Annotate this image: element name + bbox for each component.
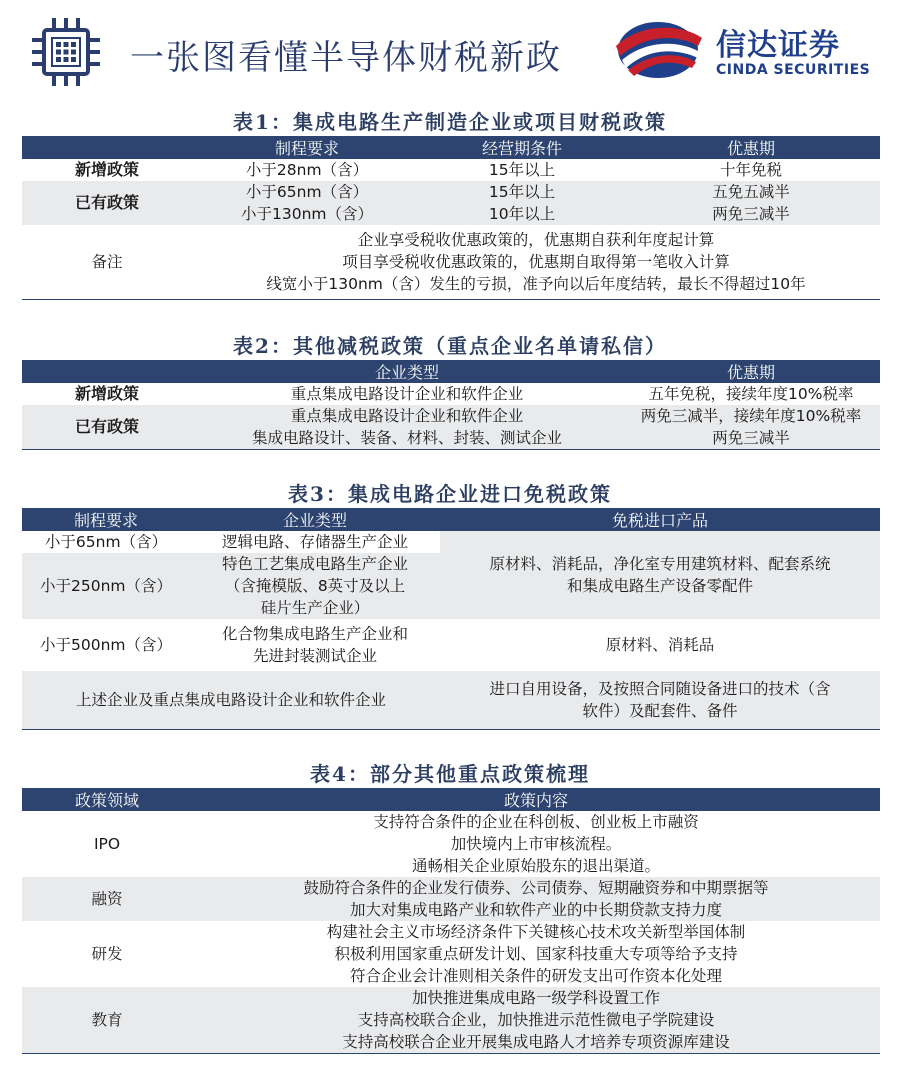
type-cell: [190, 553, 440, 619]
table1-title: 表1：集成电路生产制造企业或项目财税政策: [233, 110, 667, 134]
type-cell: 重点集成电路设计企业和软件企业: [192, 383, 622, 405]
table2-header-cell: 企业类型: [192, 360, 622, 383]
logo-text-en: CINDA SECURITIES: [716, 62, 871, 78]
content-cell: [192, 811, 880, 877]
table3: [22, 508, 880, 730]
table-row: [22, 987, 880, 1054]
table2-header-cell: 优惠期: [622, 360, 880, 383]
content-cell: [192, 921, 880, 987]
process-cell: 小于65nm（含）: [22, 531, 190, 553]
table4-header-cell: 政策领域: [22, 788, 192, 811]
table4-title: 表4：部分其他重点政策梳理: [310, 762, 590, 786]
company-logo: [612, 16, 882, 86]
type-cell: [190, 619, 440, 671]
content-line: 支持高校联合企业，加快推进示范性微电子学院建设: [357, 1011, 715, 1029]
table2: [22, 360, 880, 450]
table1-header-row: [22, 136, 880, 159]
products-line: 和集成电路生产设备零配件: [566, 577, 753, 595]
content-line: 构建社会主义市场经济条件下关键核心技术攻关新型举国体制: [326, 923, 746, 941]
products-line: 原材料、消耗品，净化室专用建筑材料、配套系统: [489, 555, 831, 573]
benefit-cell: 五年免税，接续年度10%税率: [622, 383, 880, 405]
table1-header-cell: [22, 136, 192, 159]
table-row: [22, 159, 880, 181]
table3-header-cell: 企业类型: [190, 508, 440, 531]
logo-text-cn: 信达证券: [716, 28, 840, 63]
content-line: 符合企业会计准则相关条件的研发支出可作资本化处理: [349, 967, 722, 985]
page-header: [0, 0, 900, 100]
type-line: 化合物集成电路生产企业和: [221, 625, 408, 643]
products-cell: [440, 531, 880, 619]
type-line: 特色工艺集成电路生产企业: [221, 555, 408, 573]
period-cell: 10年以上: [422, 203, 622, 225]
area-cell: 研发: [22, 921, 192, 987]
enterprise-cell: 上述企业及重点集成电路设计企业和软件企业: [22, 671, 440, 729]
table-row: [22, 811, 880, 877]
type-cell: 集成电路设计、装备、材料、封装、测试企业: [192, 427, 622, 450]
table-row: [22, 877, 880, 921]
products-cell: 原材料、消耗品: [440, 619, 880, 671]
content-line: 加快境内上市审核流程。: [450, 835, 622, 853]
table3-title: 表3：集成电路企业进口免税政策: [288, 482, 612, 506]
process-cell: 小于130nm（含）: [192, 203, 422, 225]
products-cell: [440, 671, 880, 729]
table2-title: 表2：其他减税政策（重点企业名单请私信）: [233, 334, 667, 358]
cinda-logo-icon: [612, 16, 704, 82]
content-line: 积极利用国家重点研发计划、国家科技重大专项等给予支持: [334, 945, 738, 963]
note-label: 备注: [22, 225, 192, 299]
table2-header-row: [22, 360, 880, 383]
area-cell: 融资: [22, 877, 192, 921]
benefit-cell: 十年免税: [622, 159, 880, 181]
table1-header-cell: 经营期条件: [422, 136, 622, 159]
area-cell: 教育: [22, 987, 192, 1054]
benefit-cell: 五免五减半: [622, 181, 880, 203]
type-line: 先进封装测试企业: [252, 647, 377, 665]
note-cell: [192, 225, 880, 299]
policy-label: 新增政策: [22, 159, 192, 181]
table4-header-row: [22, 788, 880, 811]
table3-header-cell: 免税进口产品: [440, 508, 880, 531]
policy-label: 已有政策: [22, 181, 192, 225]
table4: [22, 788, 880, 1054]
content-line: 加快推进集成电路一级学科设置工作: [411, 989, 660, 1007]
note-line: 企业享受税收优惠政策的，优惠期自获利年度起计算: [357, 230, 715, 249]
note-line: 线宽小于130nm（含）发生的亏损，准予向以后年度结转，最长不得超过10年: [266, 274, 806, 293]
type-line: 逻辑电路、存储器生产企业: [221, 533, 408, 551]
period-cell: 15年以上: [422, 181, 622, 203]
table3-header-row: [22, 508, 880, 531]
table-row: [22, 181, 880, 203]
table3-header-cell: 制程要求: [22, 508, 190, 531]
content-line: 通畅相关企业原始股东的退出渠道。: [411, 857, 660, 875]
type-cell: [190, 531, 440, 553]
chip-icon: [28, 14, 104, 90]
table1-header-cell: 优惠期: [622, 136, 880, 159]
table-row: [22, 383, 880, 405]
table-row: [22, 619, 880, 671]
area-cell: IPO: [22, 811, 192, 877]
table-row: [22, 225, 880, 299]
benefit-cell: 两免三减半: [622, 203, 880, 225]
table2-header-cell: [22, 360, 192, 383]
policy-label: 已有政策: [22, 405, 192, 450]
page-title: 一张图看懂半导体财税新政: [130, 38, 562, 78]
content-cell: [192, 877, 880, 921]
benefit-cell: 两免三减半，接续年度10%税率: [622, 405, 880, 427]
table1: [22, 136, 880, 300]
table1-header-cell: 制程要求: [192, 136, 422, 159]
content-line: 支持高校联合企业开展集成电路人才培养专项资源库建设: [342, 1033, 730, 1051]
table-row: [22, 405, 880, 427]
period-cell: 15年以上: [422, 159, 622, 181]
content-cell: [192, 987, 880, 1054]
policy-label: 新增政策: [22, 383, 192, 405]
note-line: 项目享受税收优惠政策的，优惠期自取得第一笔收入计算: [342, 252, 730, 271]
table-row: [22, 531, 880, 553]
process-cell: 小于250nm（含）: [22, 553, 190, 619]
table-row: [22, 921, 880, 987]
process-cell: 小于65nm（含）: [192, 181, 422, 203]
type-line: （含掩模版、8英寸及以上: [224, 577, 406, 595]
table4-header-cell: 政策内容: [192, 788, 880, 811]
process-cell: 小于500nm（含）: [22, 619, 190, 671]
type-cell: 重点集成电路设计企业和软件企业: [192, 405, 622, 427]
benefit-cell: 两免三减半: [622, 427, 880, 450]
products-line: 软件）及配套件、备件: [582, 701, 738, 720]
table-row: [22, 671, 880, 729]
content-line: 鼓励符合条件的企业发行债券、公司债券、短期融资券和中期票据等: [303, 879, 769, 897]
type-line: 硅片生产企业）: [260, 599, 370, 617]
content-line: 支持符合条件的企业在科创板、创业板上市融资: [373, 813, 699, 831]
process-cell: 小于28nm（含）: [192, 159, 422, 181]
content-line: 加大对集成电路产业和软件产业的中长期贷款支持力度: [349, 901, 722, 919]
products-line: 进口自用设备，及按照合同随设备进口的技术（含: [489, 679, 831, 698]
